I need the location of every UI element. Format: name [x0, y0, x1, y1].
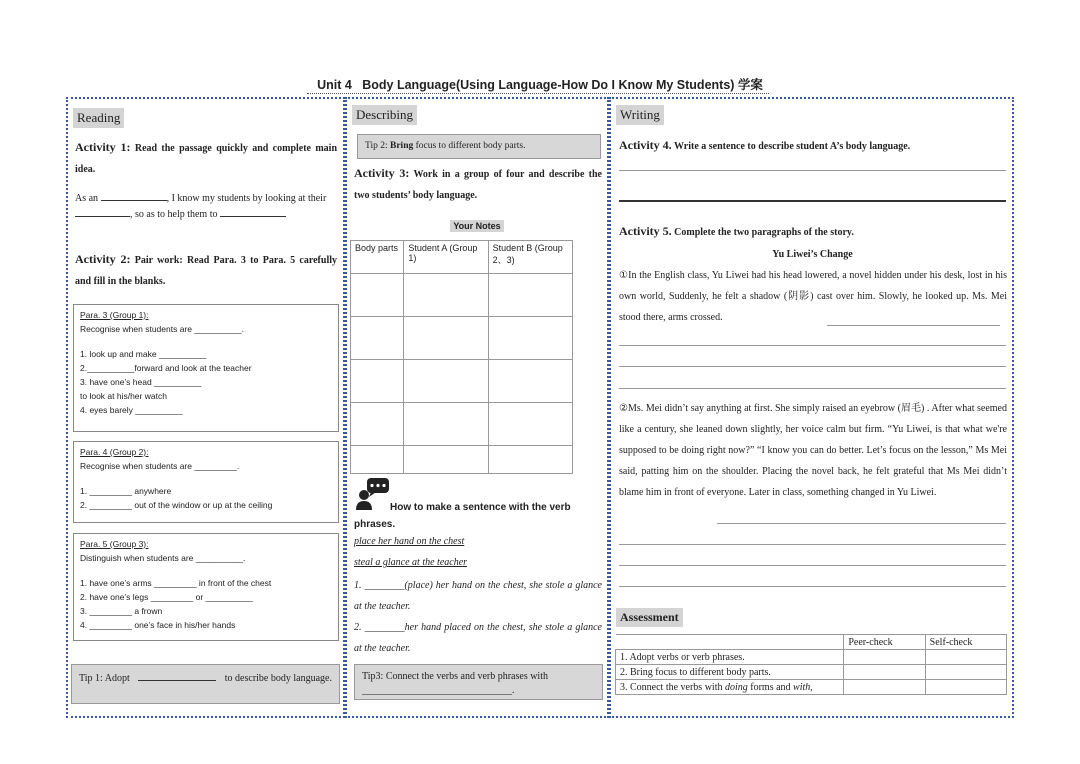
answer-line[interactable]: [619, 565, 1006, 566]
reading-heading: Reading: [73, 108, 124, 128]
activity-3-label: Activity 3:: [354, 166, 410, 180]
para-3-item-2: 2.__________forward and look at the teacher: [80, 363, 252, 373]
answer-line[interactable]: [717, 523, 1006, 524]
assessment-check-cell[interactable]: [844, 680, 925, 695]
activity-5: [619, 221, 1009, 243]
para-5-intro: Distinguish when students are __________.: [80, 553, 246, 563]
para-5-item-2: 2. have one’s legs _________ or __________: [80, 592, 253, 602]
activity-1: [75, 137, 337, 180]
activity-5-label: Activity 5.: [619, 224, 672, 238]
notes-cell[interactable]: [404, 274, 488, 317]
notes-cell[interactable]: [351, 403, 404, 446]
para-3-item-1: 1. look up and make __________: [80, 349, 207, 359]
activity-5-text: Complete the two paragraphs of the story.: [674, 227, 854, 238]
notes-col-student-b: Student B (Group 2、3): [488, 241, 572, 274]
page-title: Unit 4 Body Language(Using Language-How Do I Know My Students) 学案: [317, 78, 763, 92]
answer-line[interactable]: [619, 544, 1006, 545]
writing-heading: Writing: [616, 105, 664, 125]
notes-cell[interactable]: [488, 317, 572, 360]
example-phrase-2: steal a glance at the teacher: [354, 557, 468, 568]
notes-cell[interactable]: [488, 403, 572, 446]
assessment-check-cell[interactable]: [925, 665, 1006, 680]
tip-1-blank[interactable]: [138, 670, 216, 681]
main-idea-sentence: As an , I know my students by looking at their, so as to help them to: [75, 190, 337, 222]
notes-cell[interactable]: [351, 274, 404, 317]
assessment-header-blank: [616, 635, 844, 650]
activity-3-text: Work in a group of four and describe the two students’ body language.: [354, 169, 602, 201]
howto-heading: How to make a sentence with the verb phrases.: [354, 502, 571, 530]
notes-title: Your Notes: [450, 220, 503, 232]
assessment-row-3: 3. Connect the verbs with doing forms and with,: [616, 680, 844, 695]
para-5-item-1: 1. have one’s arms _________ in front of the chest: [80, 578, 272, 588]
notes-cell[interactable]: [404, 360, 488, 403]
activity-1-text: Read the passage quickly and complete main idea.: [75, 143, 338, 175]
para-3-item-4: 4. eyes barely __________: [80, 405, 183, 415]
notes-cell[interactable]: [488, 274, 572, 317]
tip-2-box: Tip 2: Bring focus to different body parts.: [357, 134, 601, 159]
notes-table: [350, 240, 573, 474]
para-5-title: Para. 5 (Group 3):: [80, 539, 149, 549]
notes-col-student-a: Student A (Group 1): [404, 241, 488, 274]
para-5-box: [73, 533, 339, 641]
notes-col-body-parts: Body parts: [351, 241, 404, 274]
assessment-row-2: 2. Bring focus to different body parts.: [616, 665, 844, 680]
assessment-col-peer: Peer-check: [844, 635, 925, 650]
notes-cell[interactable]: [351, 360, 404, 403]
activity-4-text: Write a sentence to describe student A’s body language.: [673, 141, 911, 152]
para-4-title: Para. 4 (Group 2):: [80, 447, 149, 457]
para-4-box: [73, 441, 339, 523]
para-3-item-3: 3. have one’s head __________: [80, 377, 202, 387]
answer-line[interactable]: [619, 345, 1006, 346]
activity-4-label: Activity 4.: [619, 138, 672, 152]
activity-4: [619, 135, 1009, 157]
para-3-box: [73, 304, 339, 432]
para-3-title: Para. 3 (Group 1):: [80, 310, 149, 320]
example-phrase-1: place her hand on the chest: [354, 536, 465, 547]
answer-line[interactable]: [619, 586, 1006, 587]
assessment-table: [615, 634, 1007, 695]
notes-cell[interactable]: [488, 360, 572, 403]
notes-cell[interactable]: [404, 317, 488, 360]
para-3-item-3b: to look at his/her watch: [80, 391, 167, 401]
para-5-item-4: 4. _________ one’s face in his/her hands: [80, 620, 236, 630]
assessment-check-cell[interactable]: [844, 650, 925, 665]
reading-column: [66, 97, 345, 718]
assessment-heading: Assessment: [616, 608, 683, 627]
writing-column: [609, 97, 1014, 718]
title-underline: [307, 93, 769, 94]
answer-line[interactable]: [619, 366, 1006, 367]
describing-column: [345, 97, 609, 718]
para-5-item-3: 3. _________ a frown: [80, 606, 163, 616]
activity-3: [354, 163, 602, 206]
story-paragraph-2: ②Ms. Mei didn’t say anything at first. She simply raised an eyebrow (眉毛) . After what seemed like a century, she leaned down slightly, her voice calm but firm. “Yu Liwei, is that what we're supposed to be doing right now?” “I know you can do better. Let’s focus on the lesson,” Ms Mei said, patting him on the shoulder. Placing the novel back, he felt grateful that Ms Mei didn’t blame him in front of everyone. Later in class, something changed in Yu Liwei.: [619, 403, 1007, 498]
para-4-item-2: 2. _________ out of the window or up at the ceiling: [80, 500, 273, 510]
answer-line[interactable]: [619, 170, 1006, 171]
notes-title-wrap: [347, 216, 607, 234]
assessment-row-1: 1. Adopt verbs or verb phrases.: [616, 650, 844, 665]
activity-2-text: Pair work: Read Para. 3 to Para. 5 carefully and fill in the blanks.: [75, 255, 337, 287]
notes-cell[interactable]: [404, 403, 488, 446]
assessment-check-cell[interactable]: [844, 665, 925, 680]
notes-cell[interactable]: [351, 446, 404, 474]
answer-line[interactable]: [827, 325, 1000, 326]
para-3-intro: Recognise when students are __________.: [80, 324, 244, 334]
main-idea-blank-2[interactable]: [75, 206, 130, 217]
tip-1-box: Tip 1: Adopt to describe body language.: [71, 664, 340, 704]
example-question-1: 1. ________(place) her hand on the chest, she stole a glance at the teacher.: [354, 580, 602, 612]
describing-heading: Describing: [352, 105, 417, 125]
story-paragraph-1: ①In the English class, Yu Liwei had his head lowered, a novel hidden under his desk, lost in his own world, Suddenly, he felt a shadow (阴影) cast over him. Slowly, he looked up. Ms. Mei stood there, arms crossed.: [619, 270, 1007, 323]
notes-cell[interactable]: [488, 446, 572, 474]
para-4-item-1: 1. _________ anywhere: [80, 486, 172, 496]
para-4-intro: Recognise when students are _________.: [80, 461, 240, 471]
notes-cell[interactable]: [351, 317, 404, 360]
tip-3-box: Tip3: Connect the verbs and verb phrases with ______________________________.: [354, 664, 603, 700]
story-title: Yu Liwei’s Change: [772, 249, 853, 260]
assessment-col-self: Self-check: [925, 635, 1006, 650]
example-question-2: 2. ________her hand placed on the chest, she stole a glance at the teacher.: [354, 622, 602, 654]
main-idea-blank-1[interactable]: [101, 190, 167, 201]
activity-2-label: Activity 2:: [75, 252, 131, 266]
notes-cell[interactable]: [404, 446, 488, 474]
answer-line[interactable]: [619, 200, 1006, 202]
assessment-check-cell[interactable]: [925, 650, 1006, 665]
answer-line[interactable]: [619, 388, 1006, 389]
activity-2: [75, 249, 337, 292]
main-idea-blank-3[interactable]: [220, 206, 286, 217]
activity-1-label: Activity 1:: [75, 140, 131, 154]
assessment-check-cell[interactable]: [925, 680, 1006, 695]
